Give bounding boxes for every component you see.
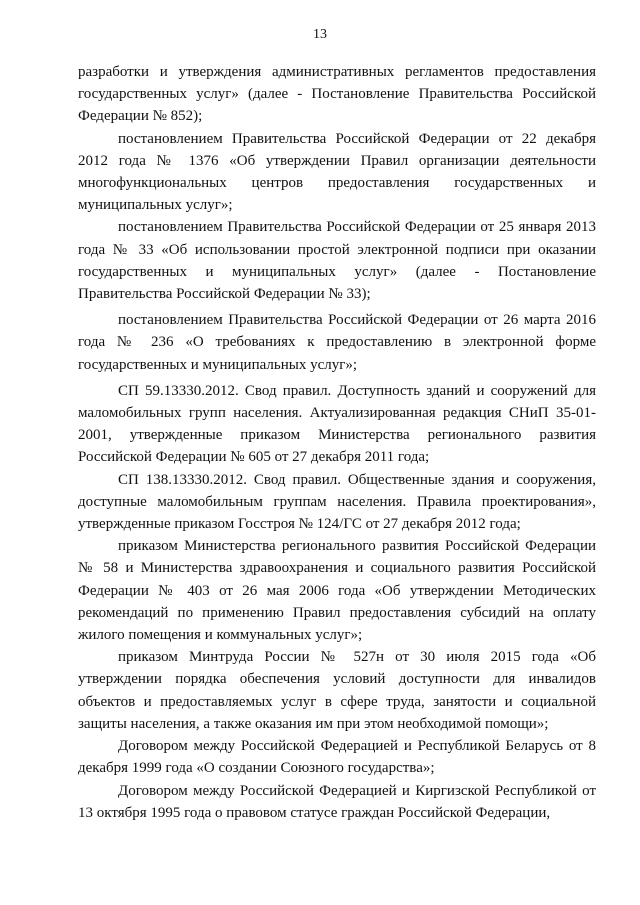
paragraph-treaty-belarus: Договором между Российской Федерацией и Республикой Беларусь от 8 декабря 1999 года «О создании Союзного государства»; xyxy=(78,738,596,777)
paragraph-order-527n: приказом Минтруда России № 527н от 30 июля 2015 года «Об утверждении порядка обеспечения условий доступности для инвалидов объектов и предоставляемых услуг в сфере труда, занятости и социальной защиты населения, а также оказания им при этом необходимой помощи»; xyxy=(78,649,596,732)
page-number: 13 xyxy=(313,27,327,42)
paragraph-sp-138: СП 138.13330.2012. Свод правил. Общественные здания и сооружения, доступные маломобильным группам населения. Правила проектирования», утвержденные приказом Госстроя № 124/ГС от 27 декабря 2012 года; xyxy=(78,471,596,533)
paragraph-order-58-403: приказом Министерства регионального развития Российской Федерации № 58 и Министерства здравоохранения и социального развития Российской Федерации № 403 от 26 мая 2006 года «Об утверждении Методических рекомендаций по применению Правил предоставления субсидий на оплату жилого помещения и коммунальных услуг»; xyxy=(78,538,596,644)
paragraph-decree-33: постановлением Правительства Российской Федерации от 25 января 2013 года № 33 «Об использовании простой электронной подписи при оказании государственных и муниципальных услуг» (далее - Постановление Правительства Российской Федерации № 33); xyxy=(78,219,596,303)
paragraph-treaty-kyrgyzstan: Договором между Российской Федерацией и Киргизской Республикой от 13 октября 1995 года о правовом статусе граждан Российской Федерации, xyxy=(78,782,596,821)
paragraph-continuation: разработки и утверждения административных регламентов предоставления государственных услуг» (далее - Постановление Правительства Российской Федерации № 852); xyxy=(78,64,596,125)
paragraph-decree-236: постановлением Правительства Российской Федерации от 26 марта 2016 года № 236 «О требованиях к предоставлению в электронной форме государственных и муниципальных услуг»; xyxy=(78,312,596,373)
document-body xyxy=(78,61,596,824)
paragraph-decree-1376: постановлением Правительства Российской Федерации от 22 декабря 2012 года № 1376 «Об утверждении Правил организации деятельности многофункциональных центров предоставления государственных и муниципальных услуг»; xyxy=(78,130,596,214)
paragraph-sp-59: СП 59.13330.2012. Свод правил. Доступность зданий и сооружений для маломобильных групп населения. Актуализированная редакция СНиП 35-01-2001, утвержденные приказом Министерства регионального развития Российской Федерации № 605 от 27 декабря 2011 года; xyxy=(78,382,596,466)
